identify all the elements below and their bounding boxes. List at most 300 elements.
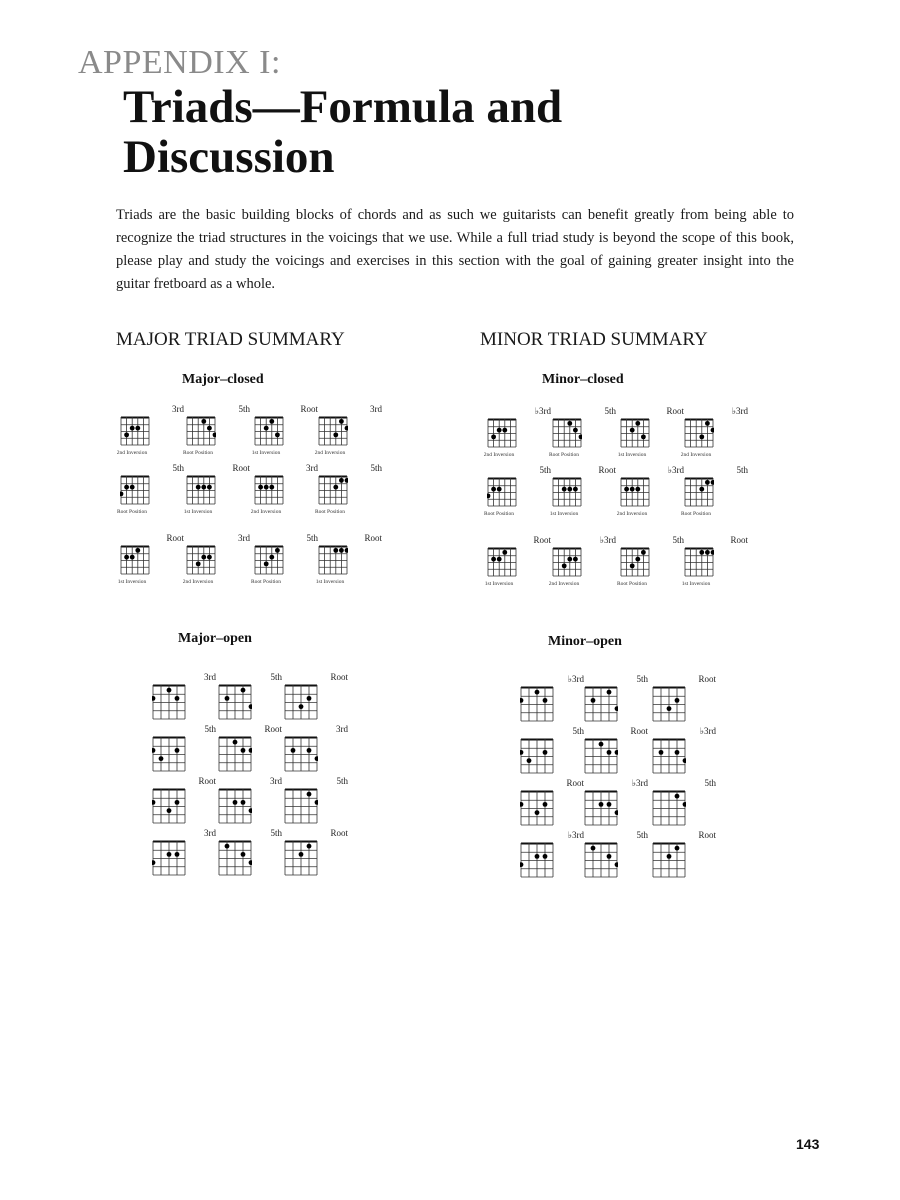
fretboard-grid — [684, 477, 714, 507]
finger-dot — [520, 862, 523, 867]
chord-tone-label: Root — [730, 535, 748, 545]
fretboard-grid — [120, 545, 150, 575]
inversion-label: 2nd Inversion — [314, 450, 346, 456]
fretboard-grid — [652, 790, 686, 826]
fretboard-grid — [152, 736, 186, 772]
finger-dot — [535, 810, 540, 815]
finger-dot — [567, 487, 572, 492]
inversion-label: Root Position — [680, 511, 712, 517]
finger-dot — [264, 426, 269, 431]
finger-dot — [130, 485, 135, 490]
finger-dot — [543, 698, 548, 703]
finger-dot — [196, 561, 201, 566]
fretboard-grid — [218, 736, 252, 772]
chord-tone-label: Root — [566, 778, 584, 788]
fretboard-grid — [487, 418, 517, 448]
finger-dot — [307, 696, 312, 701]
fretboard — [520, 738, 554, 774]
finger-dot — [315, 800, 318, 805]
fretboard — [652, 790, 686, 826]
fretboard — [284, 840, 318, 876]
finger-dot — [675, 794, 680, 799]
inversion-label: Root Position — [314, 509, 346, 515]
fretboard — [120, 475, 150, 505]
chord-tone-label: ♭3rd — [599, 535, 616, 545]
inversion-label: 2nd Inversion — [182, 579, 214, 585]
fretboard-grid — [520, 738, 554, 774]
fretboard-grid — [318, 545, 348, 575]
finger-dot — [345, 478, 348, 483]
finger-dot — [683, 802, 686, 807]
finger-dot — [225, 696, 230, 701]
fretboard-grid — [152, 788, 186, 824]
fretboard — [318, 545, 348, 575]
finger-dot — [333, 432, 338, 437]
finger-dot — [635, 421, 640, 426]
fretboard — [520, 790, 554, 826]
finger-dot — [497, 428, 502, 433]
finger-dot — [573, 487, 578, 492]
finger-dot — [159, 756, 164, 761]
fretboard — [584, 842, 618, 878]
finger-dot — [152, 696, 155, 701]
finger-dot — [135, 426, 140, 431]
fretboard-grid — [218, 840, 252, 876]
finger-dot — [225, 844, 230, 849]
fretboard-grid — [520, 790, 554, 826]
fretboard — [620, 477, 650, 507]
finger-dot — [591, 846, 596, 851]
fretboard — [552, 477, 582, 507]
inversion-label: 2nd Inversion — [116, 450, 148, 456]
finger-dot — [333, 548, 338, 553]
finger-dot — [201, 419, 206, 424]
chord-tone-label: Root — [166, 533, 184, 543]
fretboard — [620, 418, 650, 448]
inversion-label: 1st Inversion — [251, 450, 281, 456]
fretboard — [120, 545, 150, 575]
chord-tone-label: 3rd — [270, 776, 282, 786]
finger-dot — [207, 426, 212, 431]
finger-dot — [562, 487, 567, 492]
minor-summary-heading: MINOR TRIAD SUMMARY — [480, 329, 708, 350]
finger-dot — [699, 487, 704, 492]
finger-dot — [667, 706, 672, 711]
finger-dot — [591, 698, 596, 703]
finger-dot — [502, 550, 507, 555]
chord-tone-label: Root — [364, 533, 382, 543]
fretboard — [254, 475, 284, 505]
fretboard — [584, 686, 618, 722]
fretboard — [520, 842, 554, 878]
finger-dot — [233, 800, 238, 805]
minor-closed-chord-diagram — [672, 535, 752, 607]
finger-dot — [299, 852, 304, 857]
fretboard-grid — [584, 686, 618, 722]
chord-tone-label: 3rd — [204, 828, 216, 838]
finger-dot — [635, 557, 640, 562]
chord-tone-label: 5th — [270, 828, 282, 838]
fretboard-grid — [520, 842, 554, 878]
major-closed-chord-diagram — [306, 463, 386, 535]
fretboard-grid — [284, 736, 318, 772]
finger-dot — [675, 846, 680, 851]
minor-closed-heading: Minor–closed — [542, 372, 624, 387]
fretboard-grid — [684, 418, 714, 448]
chord-tone-label: Root — [666, 406, 684, 416]
finger-dot — [264, 485, 269, 490]
fretboard — [152, 736, 186, 772]
fretboard-grid — [652, 686, 686, 722]
fretboard-grid — [284, 684, 318, 720]
fretboard-grid — [487, 477, 517, 507]
finger-dot — [315, 756, 318, 761]
inversion-label: 1st Inversion — [617, 452, 647, 458]
fretboard — [186, 545, 216, 575]
fretboard — [552, 418, 582, 448]
finger-dot — [535, 690, 540, 695]
fretboard-grid — [254, 475, 284, 505]
finger-dot — [567, 557, 572, 562]
fretboard-grid — [584, 842, 618, 878]
finger-dot — [599, 742, 604, 747]
inversion-label: Root Position — [116, 509, 148, 515]
inversion-label: 2nd Inversion — [548, 581, 580, 587]
finger-dot — [607, 750, 612, 755]
finger-dot — [241, 800, 246, 805]
fretboard — [152, 840, 186, 876]
finger-dot — [135, 548, 140, 553]
fretboard — [520, 686, 554, 722]
finger-dot — [152, 748, 155, 753]
fretboard-grid — [218, 788, 252, 824]
finger-dot — [241, 852, 246, 857]
chord-tone-label: ♭3rd — [534, 406, 551, 416]
minor-closed-chord-diagram — [672, 465, 752, 537]
finger-dot — [630, 563, 635, 568]
finger-dot — [699, 550, 704, 555]
chord-tone-label: 3rd — [306, 463, 318, 473]
chord-tone-label: 5th — [539, 465, 551, 475]
chord-tone-label: ♭3rd — [667, 465, 684, 475]
finger-dot — [527, 758, 532, 763]
finger-dot — [615, 706, 618, 711]
finger-dot — [599, 802, 604, 807]
title-line-2: Discussion — [123, 131, 335, 183]
fretboard — [652, 686, 686, 722]
finger-dot — [345, 426, 348, 431]
finger-dot — [258, 485, 263, 490]
fretboard-grid — [120, 475, 150, 505]
finger-dot — [167, 808, 172, 813]
finger-dot — [705, 480, 710, 485]
chord-tone-label: Root — [698, 674, 716, 684]
inversion-label: 1st Inversion — [183, 509, 213, 515]
fretboard — [186, 475, 216, 505]
chord-tone-label: Root — [533, 535, 551, 545]
finger-dot — [641, 550, 646, 555]
finger-dot — [269, 555, 274, 560]
finger-dot — [339, 548, 344, 553]
finger-dot — [683, 758, 686, 763]
finger-dot — [520, 698, 523, 703]
finger-dot — [339, 478, 344, 483]
finger-dot — [624, 487, 629, 492]
finger-dot — [659, 750, 664, 755]
finger-dot — [543, 802, 548, 807]
chord-tone-label: ♭3rd — [699, 726, 716, 736]
chord-tone-label: 3rd — [336, 724, 348, 734]
finger-dot — [675, 750, 680, 755]
fretboard — [318, 475, 348, 505]
fretboard — [218, 788, 252, 824]
finger-dot — [213, 432, 216, 437]
inversion-label: 2nd Inversion — [680, 452, 712, 458]
fretboard-grid — [620, 418, 650, 448]
fretboard-grid — [552, 477, 582, 507]
finger-dot — [269, 419, 274, 424]
finger-dot — [269, 485, 274, 490]
fretboard-grid — [186, 475, 216, 505]
inversion-label: 1st Inversion — [484, 581, 514, 587]
finger-dot — [630, 487, 635, 492]
fretboard-grid — [684, 547, 714, 577]
finger-dot — [333, 485, 338, 490]
inversion-label: Root Position — [182, 450, 214, 456]
finger-dot — [543, 854, 548, 859]
chord-tone-label: 5th — [238, 404, 250, 414]
finger-dot — [675, 698, 680, 703]
fretboard-grid — [552, 547, 582, 577]
finger-dot — [299, 704, 304, 709]
chord-tone-label: 5th — [270, 672, 282, 682]
finger-dot — [615, 862, 618, 867]
finger-dot — [233, 740, 238, 745]
fretboard — [218, 684, 252, 720]
finger-dot — [573, 428, 578, 433]
finger-dot — [175, 852, 180, 857]
finger-dot — [196, 485, 201, 490]
finger-dot — [607, 802, 612, 807]
fretboard — [652, 738, 686, 774]
finger-dot — [207, 555, 212, 560]
fretboard-grid — [318, 416, 348, 446]
inversion-label: 1st Inversion — [315, 579, 345, 585]
finger-dot — [249, 748, 252, 753]
chord-tone-label: Root — [698, 830, 716, 840]
fretboard — [584, 738, 618, 774]
inversion-label: 1st Inversion — [549, 511, 579, 517]
chord-tone-label: ♭3rd — [631, 778, 648, 788]
fretboard-grid — [218, 684, 252, 720]
finger-dot — [573, 557, 578, 562]
finger-dot — [130, 555, 135, 560]
fretboard — [584, 790, 618, 826]
chord-tone-label: Root — [630, 726, 648, 736]
chord-tone-label: 5th — [636, 674, 648, 684]
finger-dot — [520, 802, 523, 807]
finger-dot — [241, 748, 246, 753]
fretboard — [152, 788, 186, 824]
fretboard — [684, 547, 714, 577]
inversion-label: 1st Inversion — [117, 579, 147, 585]
finger-dot — [175, 696, 180, 701]
fretboard — [652, 842, 686, 878]
finger-dot — [543, 750, 548, 755]
finger-dot — [307, 792, 312, 797]
finger-dot — [167, 688, 172, 693]
finger-dot — [175, 800, 180, 805]
finger-dot — [615, 750, 618, 755]
finger-dot — [124, 432, 129, 437]
major-closed-heading: Major–closed — [182, 372, 264, 387]
fretboard-grid — [652, 842, 686, 878]
chord-tone-label: 5th — [672, 535, 684, 545]
chord-tone-label: 5th — [604, 406, 616, 416]
fretboard — [487, 547, 517, 577]
appendix-label: APPENDIX I: — [78, 44, 281, 81]
finger-dot — [124, 485, 129, 490]
fretboard — [284, 684, 318, 720]
finger-dot — [264, 561, 269, 566]
finger-dot — [579, 434, 582, 439]
title-line-1: Triads—Formula and — [123, 81, 563, 133]
finger-dot — [491, 434, 496, 439]
finger-dot — [711, 550, 714, 555]
finger-dot — [520, 750, 523, 755]
fretboard-grid — [152, 684, 186, 720]
fretboard — [254, 545, 284, 575]
fretboard-grid — [254, 545, 284, 575]
chord-tone-label: 3rd — [172, 404, 184, 414]
fretboard-grid — [552, 418, 582, 448]
inversion-label: 2nd Inversion — [250, 509, 282, 515]
fretboard — [552, 547, 582, 577]
finger-dot — [630, 428, 635, 433]
chord-tone-label: Root — [264, 724, 282, 734]
finger-dot — [699, 434, 704, 439]
fretboard-grid — [620, 477, 650, 507]
finger-dot — [275, 432, 280, 437]
finger-dot — [607, 690, 612, 695]
chord-tone-label: 5th — [704, 778, 716, 788]
inversion-label: 2nd Inversion — [616, 511, 648, 517]
fretboard — [152, 684, 186, 720]
finger-dot — [201, 555, 206, 560]
fretboard — [487, 477, 517, 507]
major-closed-chord-diagram — [306, 533, 386, 605]
fretboard-grid — [186, 545, 216, 575]
finger-dot — [201, 485, 206, 490]
fretboard — [120, 416, 150, 446]
finger-dot — [502, 428, 507, 433]
finger-dot — [641, 434, 646, 439]
fretboard — [218, 840, 252, 876]
finger-dot — [207, 485, 212, 490]
finger-dot — [249, 808, 252, 813]
finger-dot — [124, 555, 129, 560]
intro-paragraph: Triads are the basic building blocks of chords and as such we guitarists can benefit greatly from being able to recognize the triad structures in the voicings that we use. While a full triad study is beyond the scope of this book, please play and study the voicings and exercises in this section with the goal of gaining greater insight into the guitar fretboard as a whole. — [116, 207, 794, 292]
finger-dot — [667, 854, 672, 859]
chord-tone-label: 5th — [370, 463, 382, 473]
fretboard-grid — [318, 475, 348, 505]
chord-tone-label: Root — [198, 776, 216, 786]
fretboard — [487, 418, 517, 448]
fretboard-grid — [584, 738, 618, 774]
fretboard — [284, 788, 318, 824]
finger-dot — [152, 860, 155, 865]
fretboard-grid — [620, 547, 650, 577]
finger-dot — [491, 487, 496, 492]
fretboard-grid — [120, 416, 150, 446]
chord-tone-label: Root — [300, 404, 318, 414]
finger-dot — [339, 419, 344, 424]
fretboard-grid — [254, 416, 284, 446]
finger-dot — [615, 810, 618, 815]
chord-tone-label: 3rd — [370, 404, 382, 414]
major-open-heading: Major–open — [178, 631, 252, 646]
fretboard-grid — [284, 840, 318, 876]
fretboard — [218, 736, 252, 772]
finger-dot — [130, 426, 135, 431]
finger-dot — [607, 854, 612, 859]
fretboard — [684, 418, 714, 448]
minor-open-heading: Minor–open — [548, 634, 622, 649]
finger-dot — [307, 844, 312, 849]
fretboard — [620, 547, 650, 577]
finger-dot — [249, 860, 252, 865]
minor-open-chord-diagram — [640, 830, 720, 902]
chord-tone-label: Root — [232, 463, 250, 473]
finger-dot — [705, 550, 710, 555]
chord-tone-label: 5th — [736, 465, 748, 475]
page-number: 143 — [796, 1136, 820, 1152]
finger-dot — [249, 704, 252, 709]
inversion-label: Root Position — [616, 581, 648, 587]
finger-dot — [175, 748, 180, 753]
fretboard — [186, 416, 216, 446]
chord-tone-label: Root — [598, 465, 616, 475]
inversion-label: Root Position — [483, 511, 515, 517]
finger-dot — [497, 557, 502, 562]
chord-tone-label: 3rd — [238, 533, 250, 543]
finger-dot — [567, 421, 572, 426]
inversion-label: Root Position — [548, 452, 580, 458]
finger-dot — [120, 491, 123, 496]
finger-dot — [275, 548, 280, 553]
chord-tone-label: ♭3rd — [731, 406, 748, 416]
finger-dot — [307, 748, 312, 753]
finger-dot — [491, 557, 496, 562]
fretboard-grid — [652, 738, 686, 774]
chord-tone-label: 3rd — [204, 672, 216, 682]
finger-dot — [167, 852, 172, 857]
finger-dot — [487, 493, 490, 498]
major-summary-heading: MAJOR TRIAD SUMMARY — [116, 329, 345, 350]
chord-tone-label: 5th — [636, 830, 648, 840]
chord-tone-label: ♭3rd — [567, 830, 584, 840]
finger-dot — [711, 480, 714, 485]
chord-tone-label: 5th — [306, 533, 318, 543]
chord-tone-label: 5th — [336, 776, 348, 786]
chord-tone-label: ♭3rd — [567, 674, 584, 684]
finger-dot — [241, 688, 246, 693]
page-title — [123, 82, 562, 182]
fretboard-grid — [186, 416, 216, 446]
finger-dot — [345, 548, 348, 553]
fretboard-grid — [520, 686, 554, 722]
fretboard — [318, 416, 348, 446]
